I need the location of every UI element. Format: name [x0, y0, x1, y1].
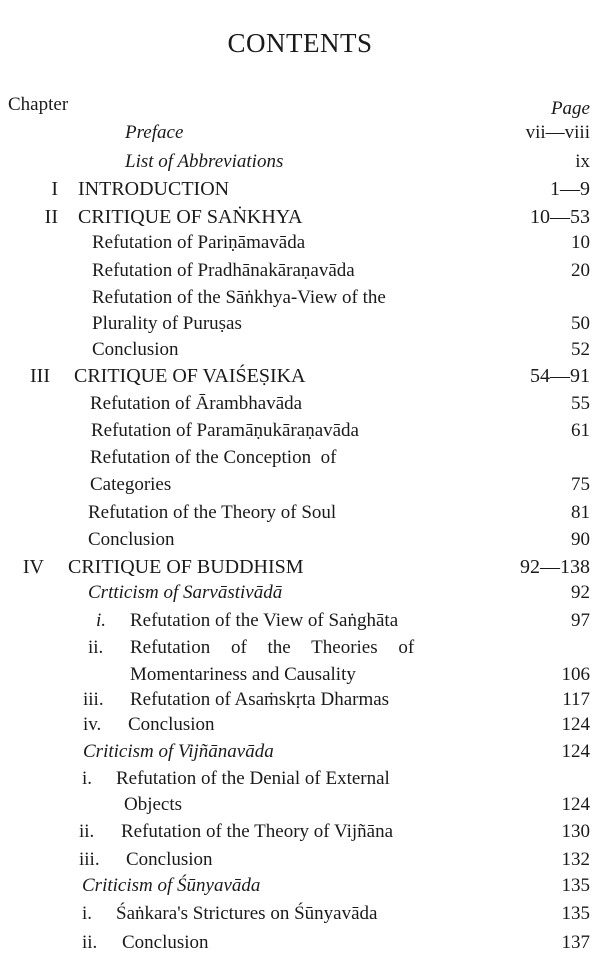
page-header: Page	[550, 98, 590, 119]
entry-title: Objects	[124, 794, 183, 815]
entry-page: 1—9	[550, 178, 590, 200]
chapter-number: II	[44, 206, 58, 228]
entry-page: 135	[561, 875, 590, 896]
entry-number: iv.	[83, 714, 102, 735]
chapter-header: Chapter	[8, 94, 69, 115]
entry-number: ii.	[82, 932, 98, 953]
entry-number: iii.	[79, 849, 100, 870]
entry-number: i.	[96, 610, 107, 631]
entry-page: 75	[571, 474, 590, 495]
entry-page: 117	[562, 689, 590, 710]
toc-section	[0, 580, 600, 606]
toc-entry	[0, 445, 600, 471]
toc-entry	[0, 901, 600, 927]
entry-title: Śaṅkara's Strictures on Śūnyavāda	[116, 903, 378, 924]
entry-title: Conclusion	[88, 529, 175, 550]
entry-title: Refutation of Asaṁskṛta Dharmas	[130, 689, 390, 710]
entry-title: Refutation of the Theory of Soul	[88, 502, 337, 523]
entry-title: Plurality of Puruṣas	[92, 313, 242, 334]
toc-entry	[0, 337, 600, 363]
entry-title: Conclusion	[92, 339, 179, 360]
toc-entry	[0, 311, 600, 337]
chapter-number: I	[51, 178, 58, 200]
toc-chapter	[0, 363, 600, 389]
entry-title: Refutation of Ārambhavāda	[90, 393, 303, 414]
toc-section	[0, 739, 600, 765]
entry-page: 61	[571, 420, 590, 441]
entry-page: 20	[571, 260, 590, 281]
page-title: CONTENTS	[227, 28, 373, 58]
entry-page: 132	[561, 849, 590, 870]
entry-number: i.	[82, 903, 93, 924]
entry-page: 106	[561, 664, 590, 685]
entry-page: 135	[561, 903, 590, 924]
toc-entry	[0, 285, 600, 311]
entry-page: 10	[571, 232, 590, 253]
chapter-number: IV	[22, 556, 44, 578]
toc-entry	[0, 635, 600, 661]
entry-title: Refutation of Pradhānakāraṇavāda	[92, 260, 355, 281]
entry-title: CRITIQUE OF SAṄKHYA	[78, 206, 303, 228]
entry-title: Conclusion	[126, 849, 213, 870]
entry-title: Refutation of Paramāṇukāraṇavāda	[91, 420, 359, 441]
toc-section	[0, 873, 600, 899]
toc-entry	[0, 766, 600, 792]
entry-page: 52	[571, 339, 590, 360]
entry-page: 54—91	[530, 365, 590, 387]
toc-entry	[0, 418, 600, 444]
entry-number: ii.	[79, 821, 95, 842]
toc-entry	[0, 847, 600, 873]
entry-number: ii.	[88, 637, 104, 658]
toc-entry	[0, 258, 600, 284]
entry-page: vii—viii	[525, 122, 590, 143]
entry-page: 97	[571, 610, 590, 631]
entry-page: 50	[571, 313, 590, 334]
entry-title: Refutation of Pariṇāmavāda	[92, 232, 306, 253]
entry-page: 92	[571, 582, 590, 603]
entry-title: Criticism of Śūnyavāda	[82, 875, 261, 896]
toc-entry	[0, 608, 600, 634]
toc-entry	[0, 230, 600, 256]
toc-entry	[0, 527, 600, 553]
entry-page: 92—138	[520, 556, 590, 578]
toc-chapter	[0, 204, 600, 230]
entry-page: 81	[571, 502, 590, 523]
toc-chapter	[0, 554, 600, 580]
entry-page: 137	[561, 932, 590, 953]
toc-entry	[0, 930, 600, 956]
entry-page: 124	[561, 741, 590, 762]
entry-page: 124	[561, 714, 590, 735]
toc-chapter	[0, 176, 600, 202]
toc-entry	[0, 662, 600, 688]
entry-title: List of Abbreviations	[125, 151, 284, 172]
toc-entry	[0, 819, 600, 845]
entry-title: Refutation of the Theory of Vijñāna	[121, 821, 394, 842]
entry-title: Momentariness and Causality	[130, 664, 356, 685]
chapter-number: III	[30, 365, 50, 387]
entry-title: Refutation of the Conception of	[90, 447, 337, 468]
column-header	[0, 92, 600, 118]
toc-entry	[0, 120, 600, 146]
entry-title: INTRODUCTION	[78, 178, 230, 200]
toc-entry	[0, 472, 600, 498]
toc-entry	[0, 687, 600, 713]
entry-page: 124	[561, 794, 590, 815]
entry-title: Crtticism of Sarvāstivādā	[88, 582, 283, 603]
entry-title: Refutation of the Sāṅkhya-View of the	[92, 287, 386, 308]
entry-page: ix	[575, 151, 590, 172]
toc-entry	[0, 391, 600, 417]
entry-title: Refutation of the Theories of	[130, 637, 415, 658]
entry-title: Conclusion	[128, 714, 215, 735]
entry-title: Conclusion	[122, 932, 209, 953]
entry-page: 130	[561, 821, 590, 842]
entry-number: i.	[82, 768, 93, 789]
entry-title: Criticism of Vijñānavāda	[83, 741, 274, 762]
entry-title: Categories	[90, 474, 172, 495]
toc-entry	[0, 149, 600, 175]
entry-title: CRITIQUE OF VAIŚEṢIKA	[74, 365, 306, 387]
entry-title: CRITIQUE OF BUDDHISM	[68, 556, 304, 578]
toc-entry	[0, 500, 600, 526]
entry-title: Refutation of the Denial of External	[116, 768, 390, 789]
toc-entry	[0, 792, 600, 818]
toc-entry	[0, 712, 600, 738]
entry-number: iii.	[83, 689, 104, 710]
entry-page: 55	[571, 393, 590, 414]
entry-title: Preface	[125, 122, 184, 143]
entry-page: 90	[571, 529, 590, 550]
entry-title: Refutation of the View of Saṅghāta	[130, 610, 399, 631]
entry-page: 10—53	[530, 206, 590, 228]
